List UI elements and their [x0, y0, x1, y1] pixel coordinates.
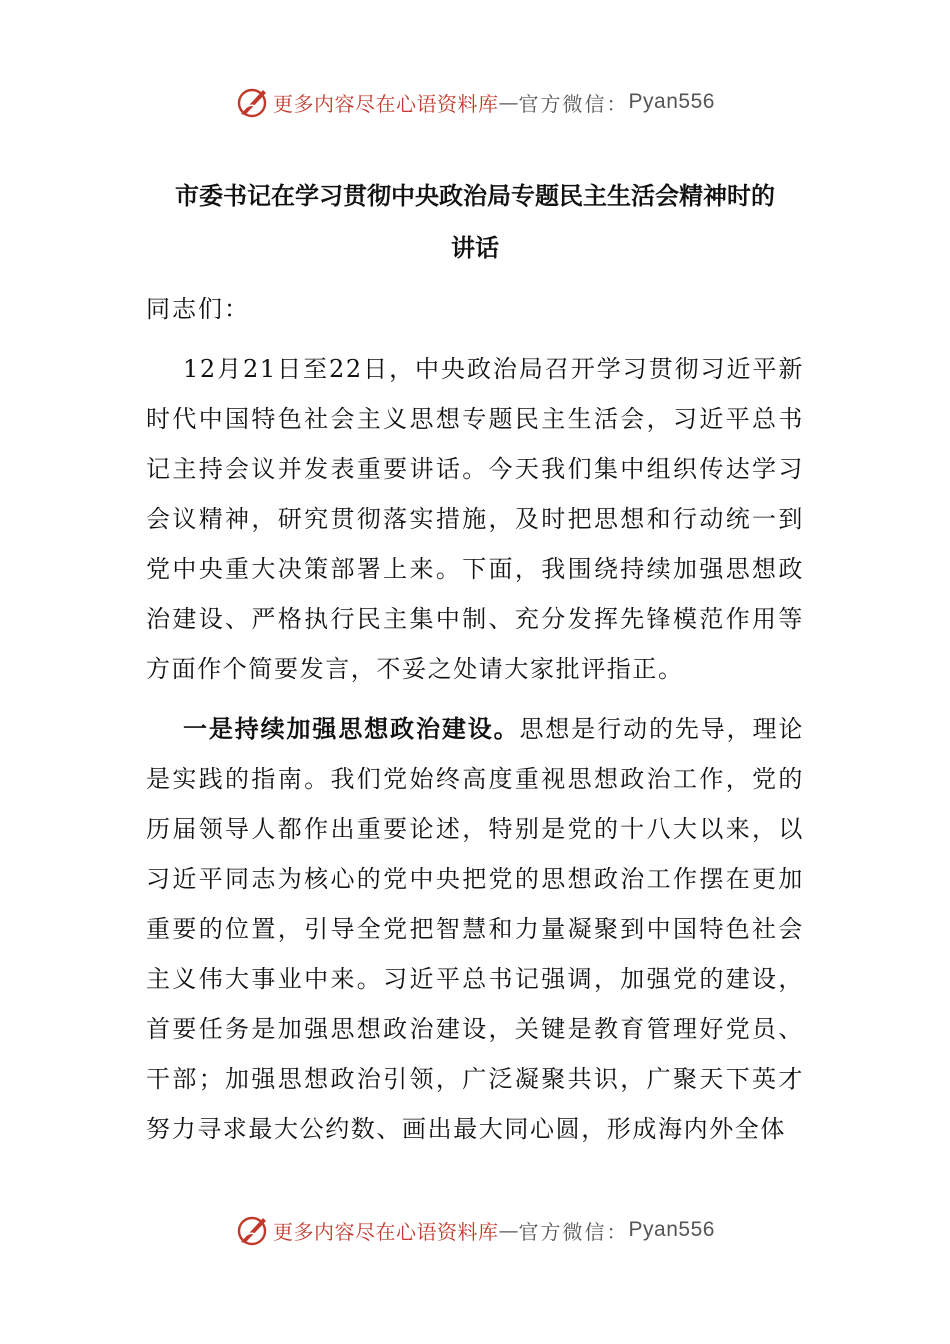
footer-banner — [0, 1208, 950, 1252]
paragraph-2-body: 思想是行动的先导，理论是实践的指南。我们党始终高度重视思想政治工作，党的历届领导人都作出重要论述，特别是党的十八大以来，以习近平同志为核心的党中央把党的思想政治工作摆在更加重要的位置，引导全党把智慧和力量凝聚到中国特色社会主义伟大事业中来。习近平总书记强调，加强党的建设，首要任务是加强思想政治建设，关键是教育管理好党员、干部；加强思想政治引领，广泛凝聚共识，广聚天下英才努力寻求最大公约数、画出最大同心圆，形成海内外全体 — [146, 715, 804, 1143]
banner-wechat-label: 官方微信： — [518, 91, 629, 116]
footer-wechat-id: Pyan556 — [628, 1218, 715, 1241]
document-title-line2: 讲话 — [451, 234, 499, 262]
footer-dash: — — [498, 1218, 519, 1242]
banner-wechat-id: Pyan556 — [628, 90, 715, 113]
greeting: 同志们： — [146, 295, 250, 323]
body-paragraph-2 — [146, 704, 804, 1154]
header-banner — [0, 80, 950, 124]
quill-pen-logo-icon — [235, 84, 271, 120]
banner-dash: — — [498, 90, 519, 114]
document-title-line1: 市委书记在学习贯彻中央政治局专题民主生活会精神时的 — [175, 182, 775, 210]
footer-promo-text: 更多内容尽在心语资料库 — [273, 1219, 499, 1244]
footer-wechat-label: 官方微信： — [518, 1219, 629, 1244]
body-paragraph-1: 12月21日至22日，中央政治局召开学习贯彻习近平新时代中国特色社会主义思想专题民主生活会，习近平总书记主持会议并发表重要讲话。今天我们集中组织传达学习会议精神，研究贯彻落实措施，及时把思想和行动统一到党中央重大决策部署上来。下面，我围绕持续加强思想政治建设、严格执行民主集中制、充分发挥先锋模范作用等方面作个简要发言，不妥之处请大家批评指正。 — [146, 355, 804, 683]
paragraph-2-heading: 一是持续加强思想政治建设。 — [183, 715, 520, 743]
quill-pen-logo-icon — [235, 1212, 271, 1248]
banner-promo-text: 更多内容尽在心语资料库 — [273, 91, 499, 116]
